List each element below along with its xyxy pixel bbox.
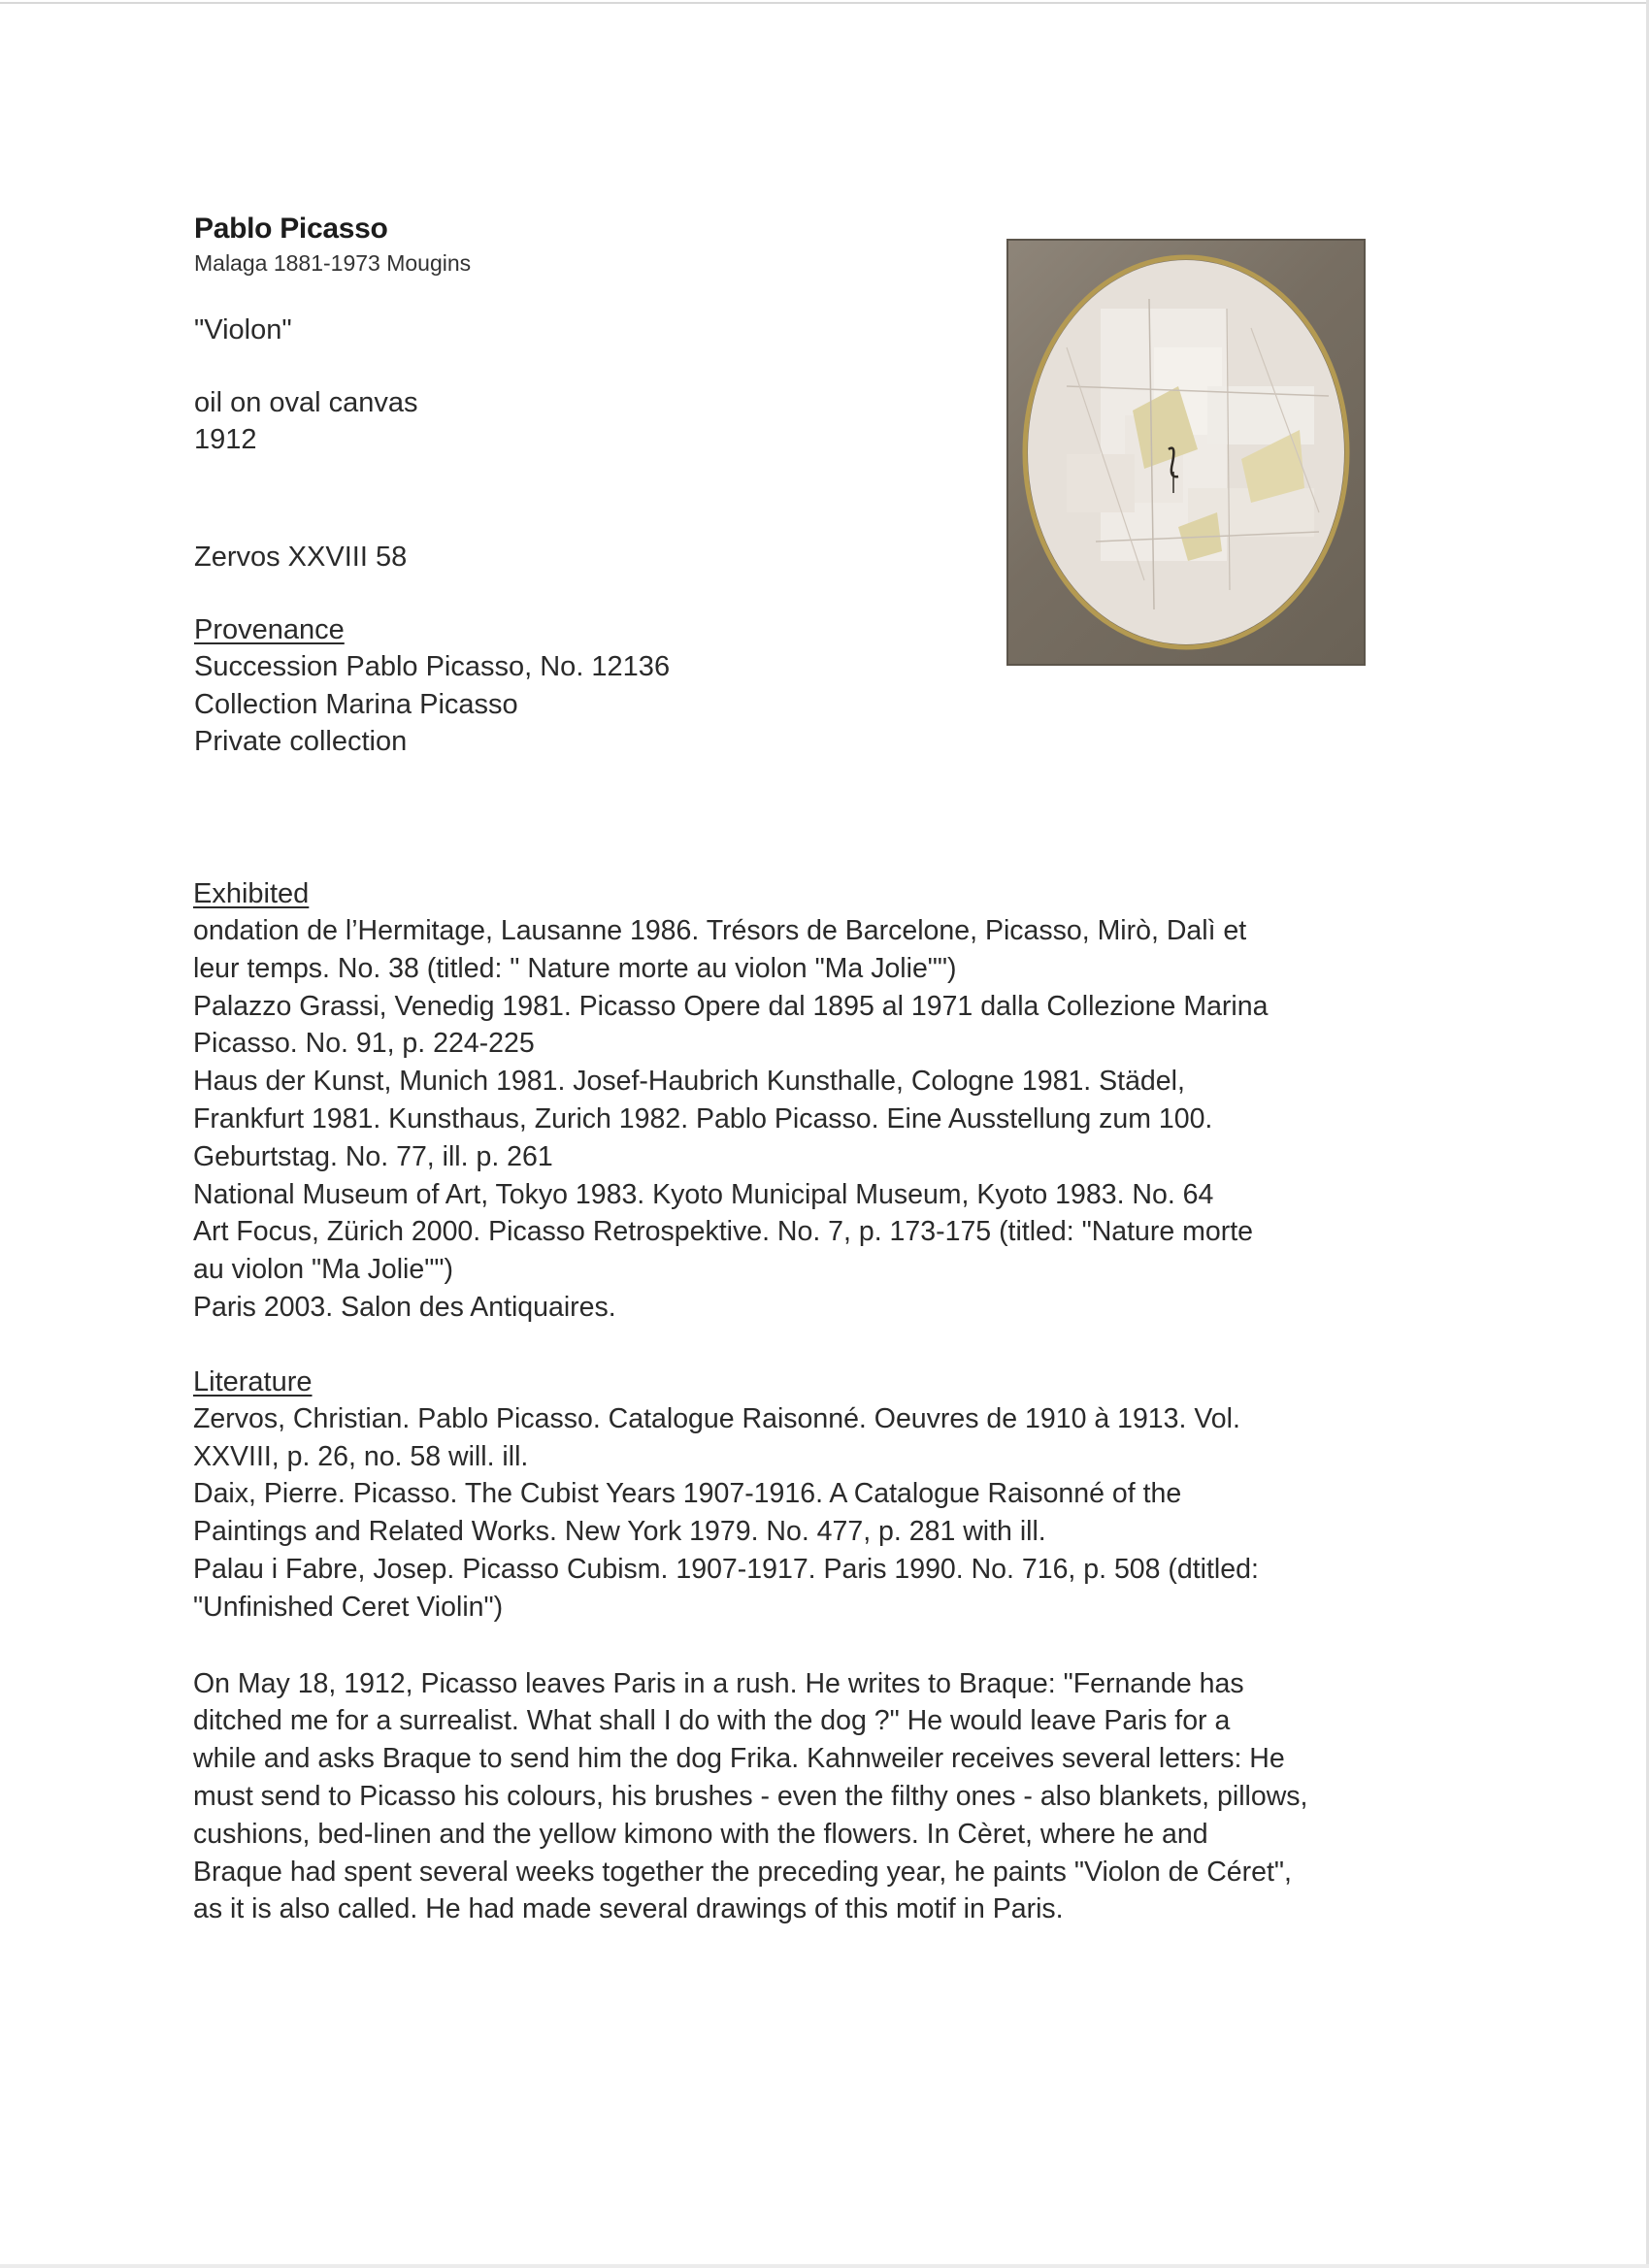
exhibited-line: au violon "Ma Jolie"") <box>193 1254 453 1286</box>
artwork-title: "Violon" <box>194 314 292 345</box>
provenance-section <box>194 611 932 761</box>
literature-list <box>193 1400 1387 1627</box>
exhibited-line: Geburtstag. No. 77, ill. p. 261 <box>193 1140 553 1172</box>
story-line: as it is also called. He had made several drawings of this motif in Paris. <box>193 1893 1064 1925</box>
exhibited-line: Paris 2003. Salon des Antiquaires. <box>193 1291 616 1323</box>
provenance-entry: Collection Marina Picasso <box>194 688 518 720</box>
top-scan-edge <box>0 2 1649 4</box>
provenance-heading: Provenance <box>194 614 345 645</box>
literature-line: Palau i Fabre, Josep. Picasso Cubism. 1907-1917. Paris 1990. No. 716, p. 508 (dtitled: <box>193 1553 1259 1585</box>
section-spacer <box>193 1327 1387 1364</box>
literature-line: Zervos, Christian. Pablo Picasso. Catalogue Raisonné. Oeuvres de 1910 à 1913. Vol. <box>193 1402 1240 1434</box>
literature-line: "Unfinished Ceret Violin") <box>193 1591 504 1623</box>
story-line: ditched me for a surrealist. What shall I do with the dog ?" He would leave Paris for a <box>193 1705 1231 1737</box>
artist-name: Pablo Picasso <box>194 213 388 245</box>
exhibited-line: National Museum of Art, Tokyo 1983. Kyoto Municipal Museum, Kyoto 1983. No. 64 <box>193 1178 1214 1210</box>
literature-section <box>193 1364 1387 1627</box>
artist-lifespan: Malaga 1881-1973 Mougins <box>194 250 472 276</box>
literature-line: XXVIII, p. 26, no. 58 will. ill. <box>193 1440 529 1472</box>
exhibited-line: ondation de l’Hermitage, Lausanne 1986. Trésors de Barcelone, Picasso, Mirò, Dalì et <box>193 915 1247 946</box>
story-line: while and asks Braque to send him the dog Frika. Kahnweiler receives several letters: He <box>193 1743 1285 1775</box>
provenance-entry: Private collection <box>194 726 408 757</box>
catalogue-reference: Zervos XXVIII 58 <box>194 542 408 573</box>
artwork-medium: oil on oval canvas <box>194 387 418 418</box>
exhibited-line: Haus der Kunst, Munich 1981. Josef-Haubrich Kunsthalle, Cologne 1981. Städel, <box>193 1066 1185 1098</box>
artwork-medium-year <box>194 384 932 458</box>
exhibited-line: Picasso. No. 91, p. 224-225 <box>193 1028 535 1060</box>
body-text <box>193 875 1387 1928</box>
artwork-image <box>1006 239 1366 666</box>
story-paragraph <box>193 1665 1387 1929</box>
artwork-details <box>194 210 932 761</box>
story-line: must send to Picasso his colours, his brushes - even the filthy ones - also blankets, pillows, <box>193 1780 1308 1812</box>
exhibited-line: Art Focus, Zürich 2000. Picasso Retrospektive. No. 7, p. 173-175 (titled: "Nature morte <box>193 1216 1254 1248</box>
exhibited-line: leur temps. No. 38 (titled: " Nature morte au violon "Ma Jolie"") <box>193 952 957 984</box>
oval-violin-painting-icon <box>1008 241 1364 664</box>
exhibited-line: Frankfurt 1981. Kunsthaus, Zurich 1982. Pablo Picasso. Eine Ausstellung zum 100. <box>193 1102 1213 1134</box>
exhibited-section <box>193 875 1387 1327</box>
literature-line: Daix, Pierre. Picasso. The Cubist Years 1907-1916. A Catalogue Raisonné of the <box>193 1478 1182 1510</box>
exhibited-line: Palazzo Grassi, Venedig 1981. Picasso Opere dal 1895 al 1971 dalla Collezione Marina <box>193 990 1269 1022</box>
bottom-scan-edge <box>0 2264 1649 2268</box>
exhibited-list <box>193 912 1387 1327</box>
story-line: On May 18, 1912, Picasso leaves Paris in a rush. He writes to Braque: "Fernande has <box>193 1667 1244 1699</box>
provenance-entry: Succession Pablo Picasso, No. 12136 <box>194 651 671 682</box>
literature-line: Paintings and Related Works. New York 1979. No. 477, p. 281 with ill. <box>193 1516 1046 1548</box>
exhibited-heading: Exhibited <box>193 878 310 909</box>
literature-heading: Literature <box>193 1365 313 1397</box>
artwork-year: 1912 <box>194 424 257 455</box>
story-line: Braque had spent several weeks together the preceding year, he paints "Violon de Céret", <box>193 1856 1292 1888</box>
story-line: cushions, bed-linen and the yellow kimono with the flowers. In Cèret, where he and <box>193 1818 1208 1850</box>
